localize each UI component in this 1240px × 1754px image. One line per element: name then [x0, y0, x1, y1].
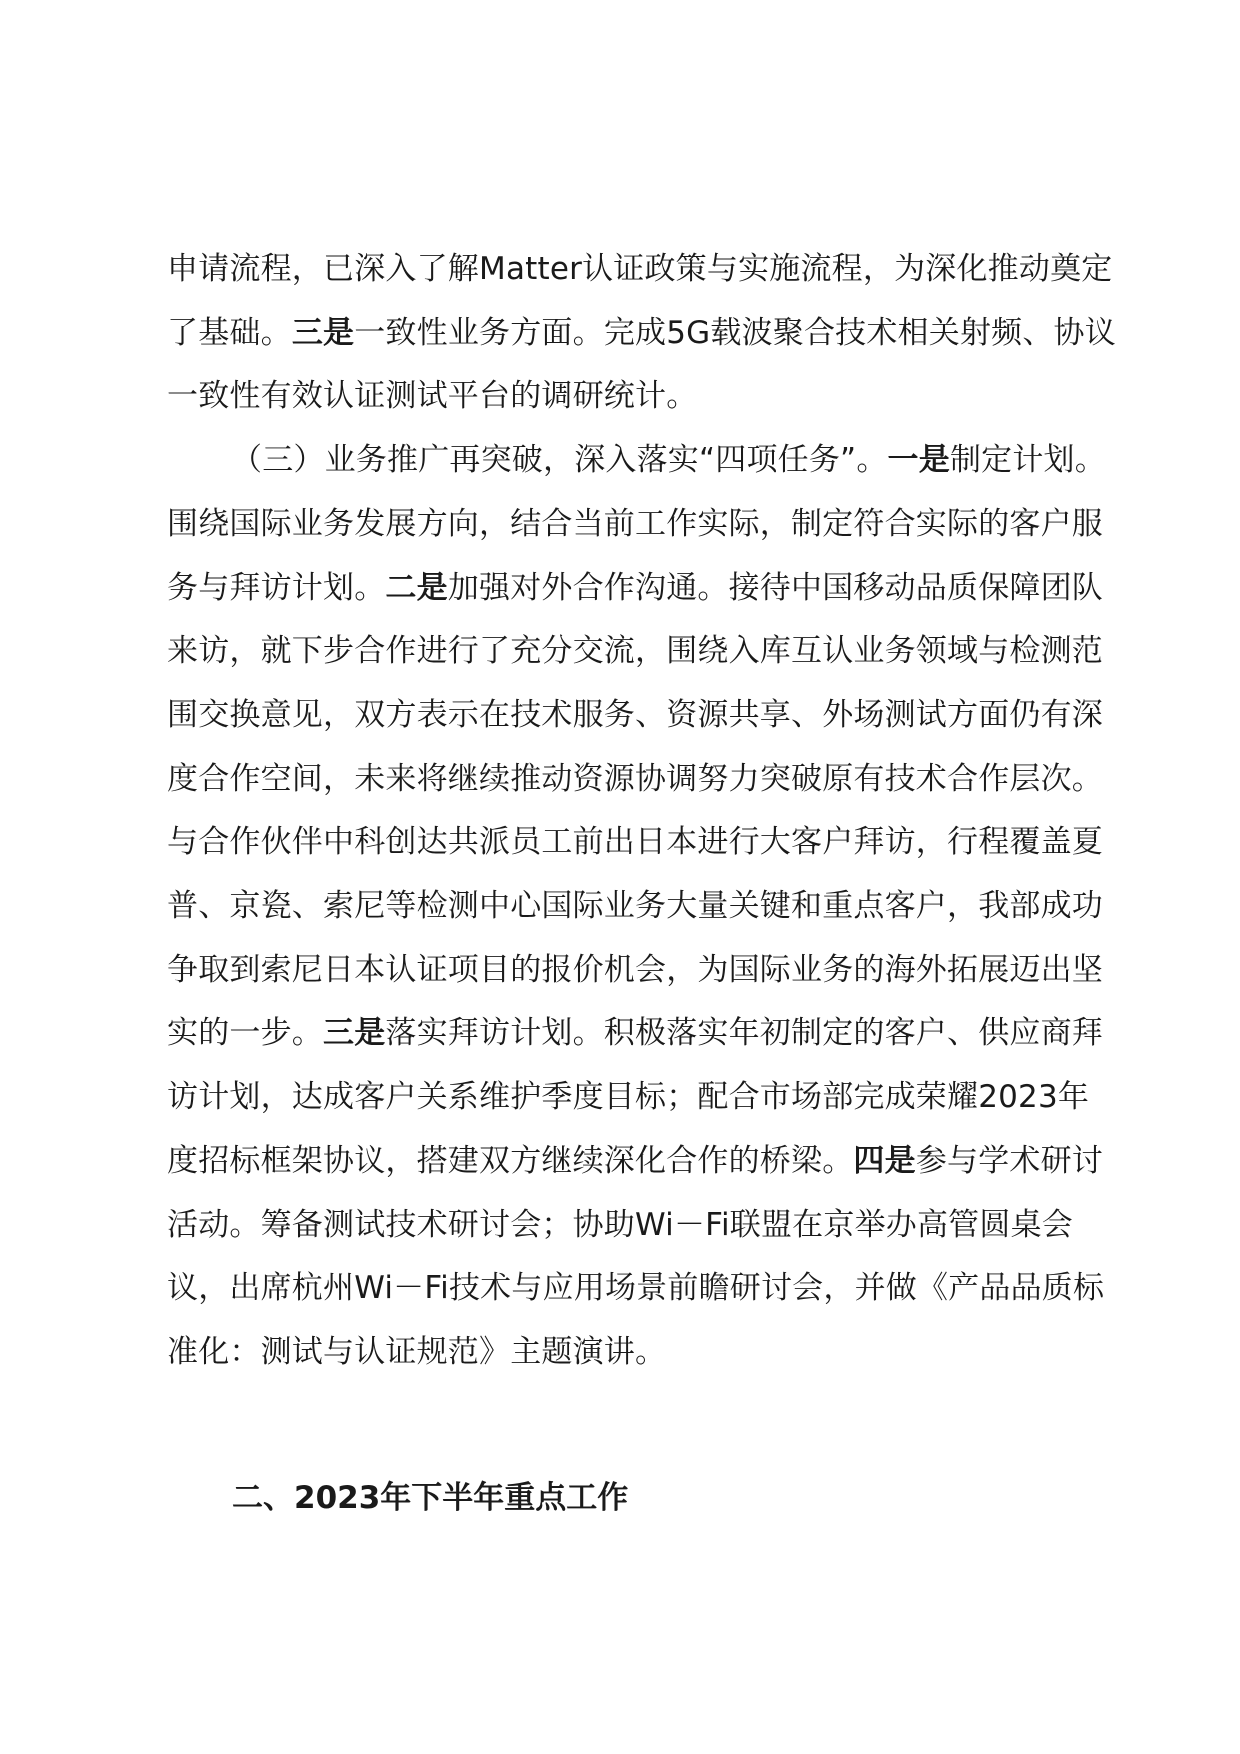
- bold-keyword: 四是: [853, 1142, 916, 1179]
- bold-keyword: 一是: [887, 442, 950, 479]
- bold-keyword: 三是: [291, 314, 355, 351]
- paragraph-business-promotion: [167, 429, 1117, 1385]
- paragraph-continuation: [167, 238, 1117, 429]
- paragraph-text: 申请流程，已深入了解Matter认证政策与实施流程，为深化推动奠定了基础。: [167, 251, 1113, 351]
- paragraph-text: 制定计划。围绕国际业务发展方向，结合当前工作实际，制定符合实际的客户服务与拜访计划。: [167, 442, 1106, 606]
- bold-keyword: 二是: [385, 569, 448, 606]
- paragraph-text: （三）业务推广再突破，深入落实“四项任务”。: [231, 442, 888, 479]
- paragraph-text: 落实拜访计划。积极落实年初制定的客户、供应商拜访计划，达成客户关系维护季度目标；配合市场部完成荣耀2023年度招标框架协议，搭建双方继续深化合作的桥梁。: [167, 1015, 1104, 1179]
- document-body: [167, 238, 1117, 1385]
- paragraph-text: 一致性业务方面。完成5G载波聚合技术相关射频、协议一致性有效认证测试平台的调研统计。: [167, 314, 1116, 415]
- section-heading: 二、2023年下半年重点工作: [232, 1480, 629, 1516]
- bold-keyword: 三是: [323, 1015, 386, 1052]
- paragraph-text: 加强对外合作沟通。接待中国移动品质保障团队来访，就下步合作进行了充分交流，围绕入库互认业务领域与检测范围交换意见，双方表示在技术服务、资源共享、外场测试方面仍有深度合作空间，未来将继续推动资源协调努力突破原有技术合作层次。与合作伙伴中科创达共派员工前出日本进行大客户拜访，行程覆盖夏普、京瓷、索尼等检测中心国际业务大量关键和重点客户，我部成功争取到索尼日本认证项目的报价机会，为国际业务的海外拓展迈出坚实的一步。: [167, 569, 1104, 1052]
- paragraph-text: 参与学术研讨活动。筹备测试技术研讨会；协助Wi－Fi联盟在京举办高管圆桌会议，出席杭州Wi－Fi技术与应用场景前瞻研讨会，并做《产品品质标准化：测试与认证规范》主题演讲。: [167, 1142, 1105, 1370]
